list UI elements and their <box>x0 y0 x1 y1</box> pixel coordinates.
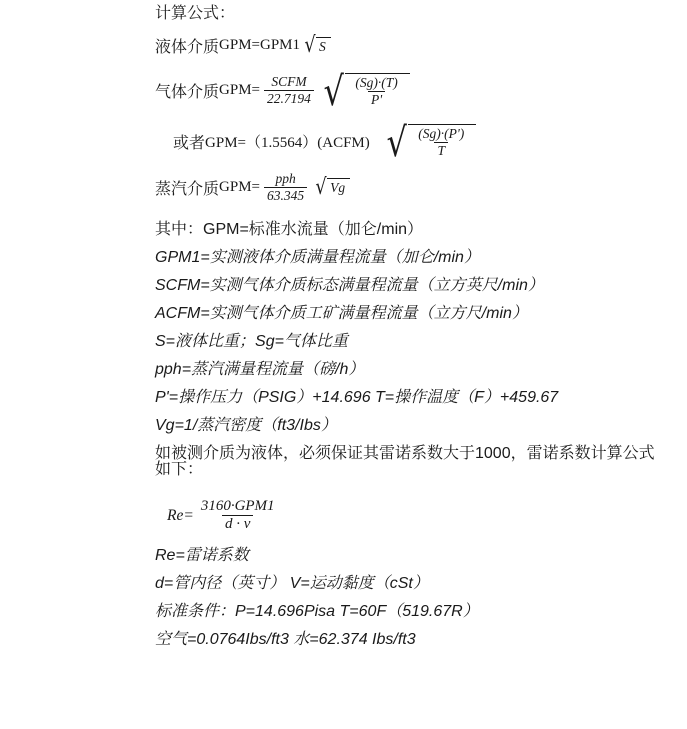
sqrt-symbol-icon <box>384 119 477 166</box>
formula-steam-equation: GPM= <box>219 178 260 195</box>
sqrt-symbol-icon <box>303 32 331 58</box>
formula-liquid <box>155 34 657 57</box>
fraction-denominator: P' <box>368 91 385 108</box>
definition-acfm: ACFM=实测气体介质工矿满量程流量（立方尺/min） <box>155 304 528 322</box>
formula-gas-label: 气体介质 <box>155 83 220 101</box>
fraction-numerator: (Sg)·(P') <box>418 125 465 141</box>
radical-glyph: √ <box>304 32 316 58</box>
formula-gas-radicand <box>345 73 409 108</box>
sqrt-symbol-icon <box>314 174 350 200</box>
definition-pph: pph=蒸汽满量程流量（磅/h） <box>155 360 365 378</box>
fraction-denominator: 63.345 <box>264 187 307 204</box>
radicand-fraction <box>415 126 467 159</box>
reynolds-def-d-v: d=管内径（英寸） V=运动黏度（cSt） <box>155 574 429 592</box>
formula-liquid-equation: GPM=GPM1 <box>219 37 300 53</box>
formula-reynolds-lhs: Re= <box>167 506 194 524</box>
formula-gas-fraction <box>264 74 314 107</box>
formula-reynolds-fraction <box>198 498 278 534</box>
fraction-denominator: 22.7194 <box>264 90 314 107</box>
formula-gas-alt-radicand <box>408 124 476 159</box>
fraction-numerator: pph <box>275 170 296 186</box>
fraction-numerator: SCFM <box>271 74 307 89</box>
fraction-numerator: 3160·GPM1 <box>200 497 275 514</box>
reynolds-def-re: Re=雷诺系数 <box>155 546 249 564</box>
definition-gpm: 其中：GPM=标准水流量（加仑/min） <box>155 220 424 238</box>
formula-steam <box>155 171 657 204</box>
formula-liquid-label: 液体介质 <box>155 39 220 56</box>
fraction-denominator: T <box>434 142 448 159</box>
section-heading: 计算公式： <box>155 5 236 22</box>
radicand-fraction <box>352 75 400 108</box>
formula-gas-alt-label: 或者 <box>173 134 206 152</box>
fraction-numerator: (Sg)·(T) <box>355 75 398 90</box>
formula-steam-fraction <box>264 171 307 204</box>
reynolds-note: 如被测介质为液体，必须保证其雷诺系数大于1000，雷诺系数计算公式如下： <box>155 444 655 478</box>
formula-steam-radicand: Vg <box>327 178 350 196</box>
reynolds-def-standard: 标准条件：P=14.696Pisa T=60F（519.67R） <box>155 602 479 620</box>
formula-gas-equation: GPM= <box>219 81 260 98</box>
reynolds-def-air-water: 空气=0.0764Ibs/ft3 水=62.374 Ibs/ft3 <box>155 630 416 648</box>
definition-scfm: SCFM=实测气体介质标态满量程流量（立方英尺/min） <box>155 276 544 294</box>
definition-gpm1: GPM1=实测液体介质满量程流量（加仑/min） <box>155 248 480 266</box>
definition-pressure-temp: P'=操作压力（PSIG）+14.696 T=操作温度（F）+459.67 <box>155 388 559 406</box>
formula-gas-alt <box>173 119 657 166</box>
formula-liquid-radicand: S <box>316 37 331 55</box>
radical-glyph: √ <box>315 174 327 200</box>
formula-reynolds <box>167 498 657 534</box>
formula-steam-label: 蒸汽介质 <box>155 180 220 198</box>
formula-gas-alt-equation: GPM=（1.5564）(ACFM) <box>205 134 370 151</box>
definition-vg: Vg=1/蒸汽密度（ft3/Ibs） <box>155 416 337 434</box>
fraction-denominator: d · v <box>222 515 253 534</box>
radical-glyph: √ <box>323 68 344 115</box>
radical-glyph: √ <box>386 119 407 166</box>
sqrt-symbol-icon <box>321 68 410 115</box>
formula-gas <box>155 68 657 115</box>
definition-s-sg: S=液体比重；Sg=气体比重 <box>155 332 348 350</box>
